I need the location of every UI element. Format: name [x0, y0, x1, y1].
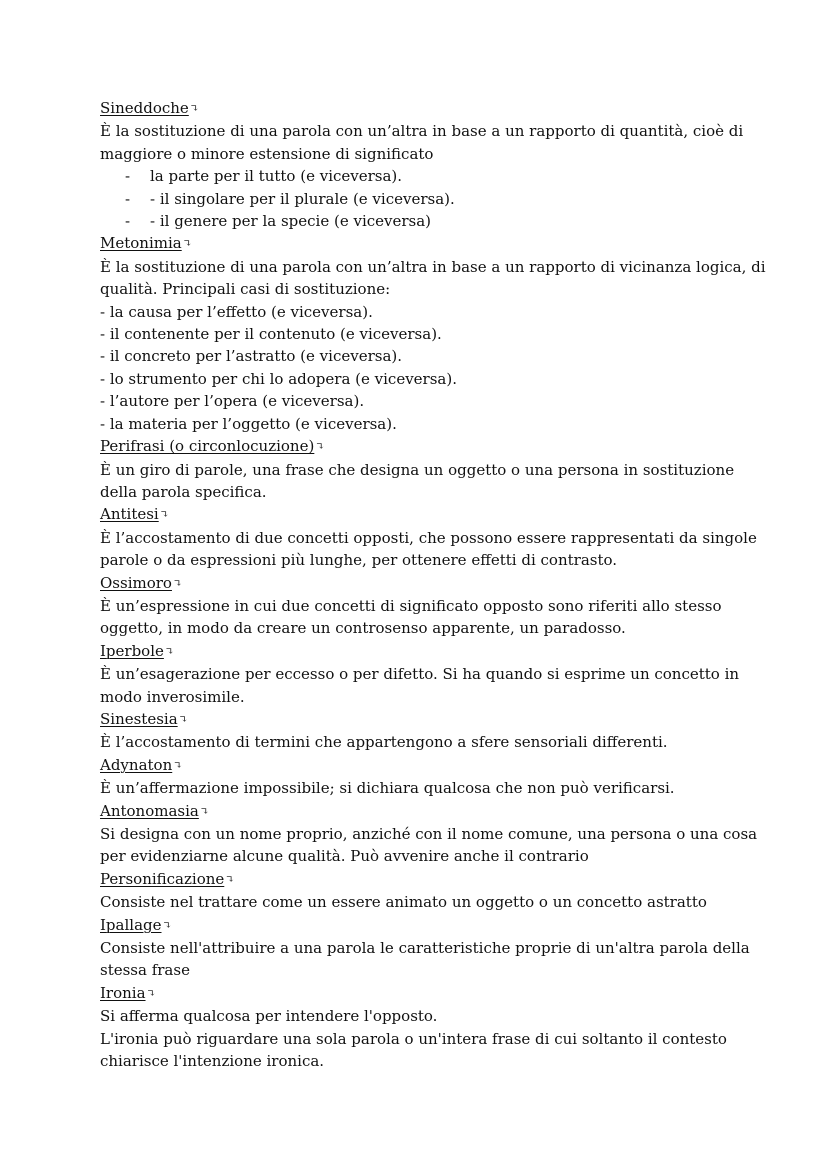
heading-text: Ipallage [100, 915, 162, 934]
return-mark-icon: ↴ [315, 440, 325, 454]
return-mark-icon: ↴ [162, 918, 172, 932]
body-line: L'ironia può riguardare una sola parola o un'intera frase di cui soltanto il contesto [100, 1029, 727, 1048]
body-line: oggetto, in modo da creare un controsenso apparente, un paradosso. [100, 619, 626, 638]
body-line: Si designa con un nome proprio, anziché con il nome comune, una persona o una cosa [100, 825, 758, 843]
body-line: - l’autore per l’opera (e viceversa). [100, 392, 365, 411]
return-mark-icon: ↴ [159, 508, 169, 522]
body-line: - la causa per l’effetto (e viceversa). [100, 302, 373, 321]
list-item [100, 188, 740, 210]
heading-text: Sinestesia [100, 709, 178, 728]
section-heading-antitesi [100, 503, 740, 526]
section-heading-adynaton [100, 754, 740, 777]
body-line: per evidenziarne alcune qualità. Può avvenire anche il contrario [100, 847, 589, 866]
return-mark-icon: ↴ [164, 644, 175, 658]
return-mark-icon: ↴ [225, 872, 235, 886]
section-heading-antonomasia [100, 800, 740, 823]
dash-bullet: - [125, 212, 131, 231]
body-line: È un’affermazione impossibile; si dichiara qualcosa che non può verificarsi. [100, 779, 675, 798]
section-heading-iperbole [100, 640, 740, 663]
body-line: chiarisce l'intenzione ironica. [100, 1052, 325, 1071]
list-item [100, 210, 740, 232]
section-heading-perifrasi [100, 435, 740, 458]
heading-text: Ossimoro [100, 573, 172, 592]
list-item-text: - il genere per la specie (e viceversa) [150, 212, 432, 231]
return-mark-icon: ↴ [182, 237, 192, 251]
list-item [100, 165, 740, 187]
section-heading-ossimoro [100, 572, 740, 595]
list-item-text: la parte per il tutto (e viceversa). [150, 167, 403, 186]
body-line: È un giro di parole, una frase che designa un oggetto o una persona in sostituzione [100, 460, 735, 479]
body-line: - il contenente per il contenuto (e viceversa). [100, 325, 442, 344]
heading-text: Antitesi [100, 505, 159, 524]
body-line: modo inverosimile. [100, 687, 245, 706]
return-mark-icon: ↴ [178, 712, 188, 726]
document-page [100, 97, 766, 1072]
heading-text: Metonimia [100, 234, 182, 253]
section-heading-ipallage [100, 914, 740, 937]
body-line: È un’espressione in cui due concetti di significato opposto sono riferiti allo stesso [100, 596, 722, 615]
heading-text: Adynaton [100, 755, 173, 774]
return-mark-icon: ↴ [199, 804, 210, 818]
body-line: Consiste nell'attribuire a una parola le caratteristiche proprie di un'altra parola della [100, 939, 750, 958]
section-heading-metonimia [100, 232, 740, 255]
section-heading-sineddoche [100, 97, 740, 120]
body-line: È la sostituzione di una parola con un’altra in base a un rapporto di vicinanza logica, di [100, 257, 766, 276]
body-line: È la sostituzione di una parola con un’altra in base a un rapporto di quantità, cioè di [100, 122, 744, 141]
body-line: È l’accostamento di termini che appartengono a sfere sensoriali differenti. [100, 733, 668, 752]
body-line: È un’esagerazione per eccesso o per difetto. Si ha quando si esprime un concetto in [100, 665, 740, 684]
heading-text: Perifrasi (o circonlocuzione) [100, 437, 315, 456]
heading-text: Sineddoche [100, 99, 189, 117]
body-line: - la materia per l’oggetto (e viceversa). [100, 414, 397, 433]
body-line: qualità. Principali casi di sostituzione: [100, 280, 391, 299]
body-line: maggiore o minore estensione di significato [100, 144, 434, 163]
section-heading-ironia [100, 982, 740, 1005]
heading-text: Antonomasia [100, 801, 199, 820]
heading-text: Iperbole [100, 641, 164, 660]
list-item-text: - il singolare per il plurale (e viceversa). [150, 189, 455, 208]
section-heading-personificazione [100, 868, 740, 891]
body-line: Consiste nel trattare come un essere animato un oggetto o un concetto astratto [100, 893, 707, 912]
body-line: parole o da espressioni più lunghe, per ottenere effetti di contrasto. [100, 551, 618, 570]
heading-text: Personificazione [100, 869, 225, 888]
return-mark-icon: ↴ [189, 102, 200, 115]
return-mark-icon: ↴ [172, 576, 183, 590]
return-mark-icon: ↴ [173, 758, 183, 772]
section-heading-sinestesia [100, 708, 740, 731]
dash-bullet: - [125, 167, 131, 186]
body-line: della parola specifica. [100, 482, 267, 501]
body-line: - il concreto per l’astratto (e viceversa). [100, 347, 403, 366]
body-line: stessa frase [100, 961, 190, 980]
body-line: - lo strumento per chi lo adopera (e viceversa). [100, 369, 457, 388]
body-line: È l’accostamento di due concetti opposti, che possono essere rappresentati da singole [100, 528, 757, 547]
return-mark-icon: ↴ [146, 986, 156, 1000]
body-line: Si afferma qualcosa per intendere l'opposto. [100, 1007, 438, 1026]
heading-text: Ironia [100, 983, 146, 1002]
dash-bullet: - [125, 189, 131, 208]
